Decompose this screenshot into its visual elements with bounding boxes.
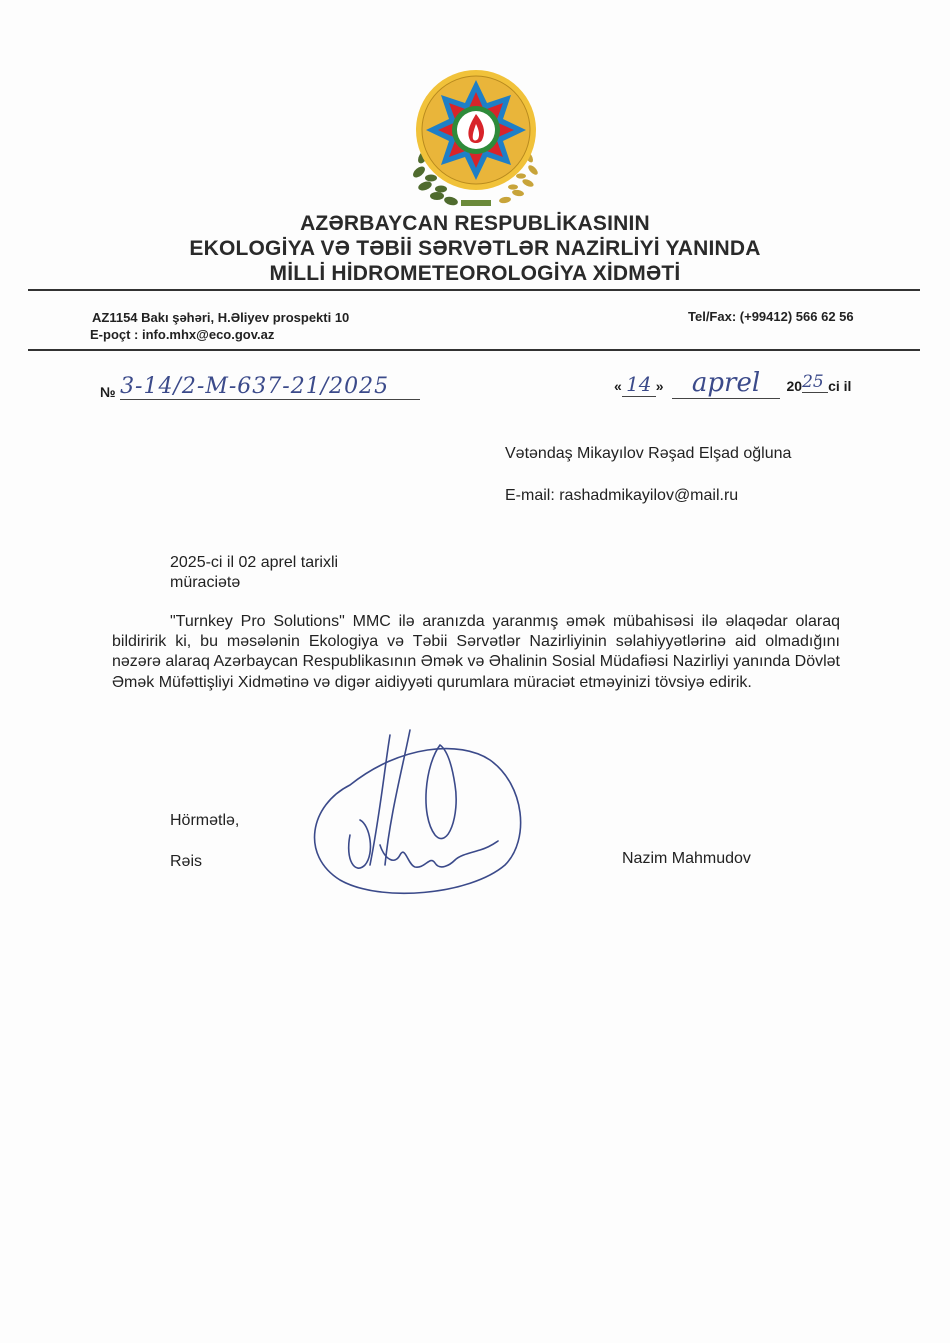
recipient-email: E-mail: rashadmikayilov@mail.ru: [505, 487, 739, 504]
org-address: AZ1154 Bakı şəhəri, H.Əliyev prospekti 10: [92, 310, 350, 325]
date-month: aprel: [672, 368, 780, 399]
date-year-end: ci il: [828, 378, 852, 394]
signatory-title: Rəis: [170, 853, 203, 870]
quote-close: »: [655, 378, 664, 394]
org-name-line-3: MİLLİ HİDROMETEOROLOGİYA XİDMƏTİ: [269, 262, 681, 285]
document-date: [614, 368, 851, 400]
number-sign: №: [100, 384, 116, 400]
reference-number: 3-14/2-M-637-21/2025: [120, 374, 420, 400]
signatory-name: Nazim Mahmudov: [622, 850, 751, 867]
state-emblem-icon: [405, 62, 547, 212]
org-email: E-poçt : info.mhx@eco.gov.az: [90, 327, 275, 342]
header-bottom-divider: [28, 349, 920, 351]
header-top-divider: [28, 289, 920, 291]
date-day: 14: [622, 372, 656, 397]
org-telfax: Tel/Fax: (+99412) 566 62 56: [688, 309, 854, 324]
org-name-line-2: EKOLOGİYA VƏ TƏBİİ SƏRVƏTLƏR NAZİRLİYİ YANINDA: [189, 237, 761, 260]
closing-regards: Hörmətlə,: [170, 812, 240, 829]
letter-body: "Turnkey Pro Solutions" MMC ilə aranızda yaranmış əmək mübahisəsi ilə əlaqədar olaraq bildiririk ki, bu məsələnin Ekologiya və Təbii Sərvətlər Nazirliyinin səlahiyyətlərinə aid olmadığını nəzərə alaraq Azərbaycan Respublikasının Əmək və Əhalinin Sosial Müdafiəsi Nazirliyi yanında Dövlət Əmək Müfəttişliyi Xidmətinə və digər aidiyyəti qurumlara müraciət etməyinizi tövsiyə edirik.: [112, 613, 840, 691]
org-name-line-1: AZƏRBAYCAN RESPUBLİKASININ: [300, 212, 650, 235]
recipient-name: Vətəndaş Mikayılov Rəşad Elşad oğluna: [505, 445, 792, 462]
reference-number-field: [100, 374, 420, 402]
quote-open: «: [614, 378, 622, 394]
signature-icon: [290, 725, 530, 900]
subject-line-1: 2025-ci il 02 aprel tarixli: [170, 554, 339, 571]
date-year-suffix: 25: [802, 372, 828, 393]
subject-line-2: müraciətə: [170, 574, 241, 591]
date-year-prefix: 20: [786, 378, 803, 394]
